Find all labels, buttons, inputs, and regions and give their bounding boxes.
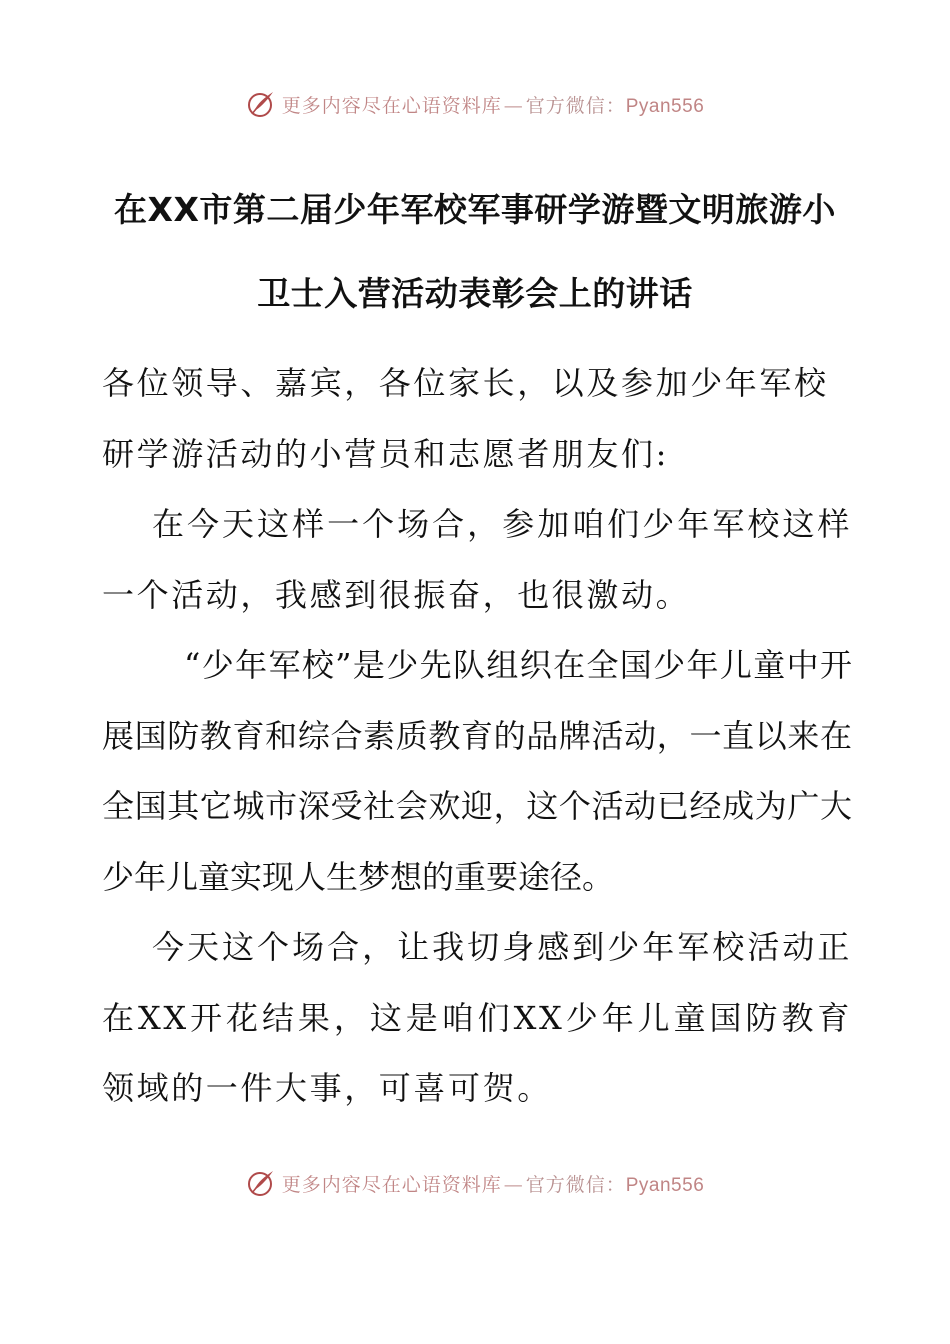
watermark-text [282,91,705,118]
watermark-handle: Pyan556 [625,95,705,117]
salutation-line-1: 各位领导、嘉宾，各位家长，以及参加少年军校 [102,364,829,402]
watermark-text [282,1170,705,1197]
title-line-2: 卫士入营活动表彰会上的讲话 [257,274,693,313]
salutation [102,348,852,489]
document-title [100,168,850,336]
footer-watermark [0,1163,950,1203]
header-watermark [0,84,950,124]
paragraph-3: 今天这个场合，让我切身感到少年军校活动正在XX开花结果，这是咱们XX少年儿童国防教育领域的一件大事，可喜可贺。 [102,928,852,1107]
document-body [102,348,852,1124]
watermark-handle: Pyan556 [625,1174,705,1196]
watermark-separator: — [503,94,524,117]
paragraph-2: “少年军校”是少先队组织在全国少年儿童中开展国防教育和综合素质教育的品牌活动，一直以来在全国其它城市深受社会欢迎，这个活动已经成为广大少年儿童实现人生梦想的重要途径。 [102,646,852,896]
title-line-1: 在XX市第二届少年军校军事研学游暨文明旅游小 [114,190,836,229]
watermark-wechat-label: 官方微信： [525,94,626,117]
watermark-site: 更多内容尽在心语资料库 [281,94,502,117]
quill-circle-icon [246,1168,276,1198]
watermark-separator: — [503,1173,524,1196]
watermark-wechat-label: 官方微信： [525,1173,626,1196]
quill-circle-icon [246,89,276,119]
watermark-site: 更多内容尽在心语资料库 [281,1173,502,1196]
paragraph-1: 在今天这样一个场合，参加咱们少年军校这样一个活动，我感到很振奋，也很激动。 [102,505,852,614]
salutation-line-2: 研学游活动的小营员和志愿者朋友们: [102,434,669,473]
